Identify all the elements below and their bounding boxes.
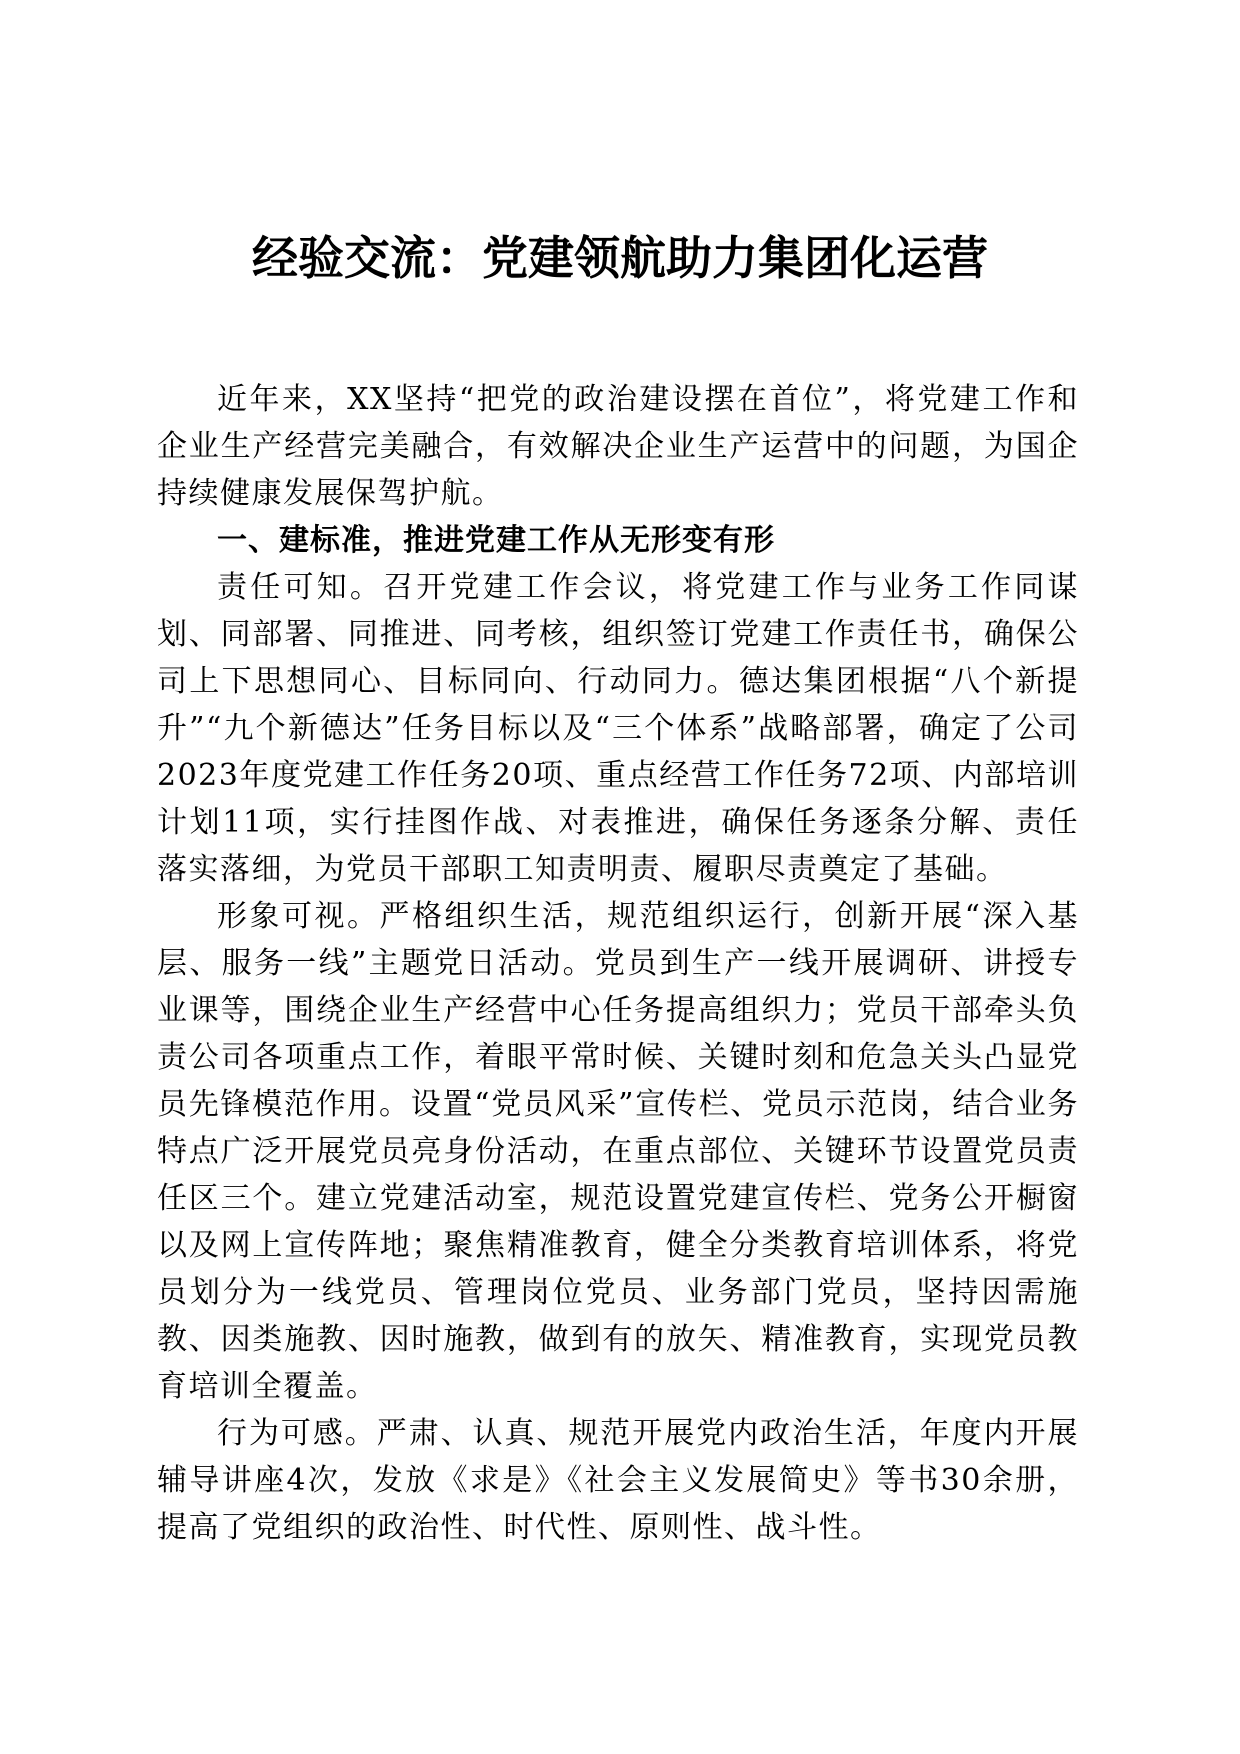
body-paragraph-image: 形象可视。严格组织生活，规范组织运行，创新开展“深入基层、服务一线”主题党日活动。党员到生产一线开展调研、讲授专业课等，围绕企业生产经营中心任务提高组织力；党员干部牵头负责公司各项重点工作，着眼平常时候、关键时刻和危急关头凸显党员先锋模范作用。设置“党员风采”宣传栏、党员示范岗，结合业务特点广泛开展党员亮身份活动，在重点部位、关键环节设置党员责任区三个。建立党建活动室，规范设置党建宣传栏、党务公开橱窗以及网上宣传阵地；聚焦精准教育，健全分类教育培训体系，将党员划分为一线党员、管理岗位党员、业务部门党员，坚持因需施教、因类施教、因时施教，做到有的放矢、精准教育，实现党员教育培训全覆盖。 [157,899,1079,1404]
body-paragraph-responsibility: 责任可知。召开党建工作会议，将党建工作与业务工作同谋划、同部署、同推进、同考核，组织签订党建工作责任书，确保公司上下思想同心、目标同向、行动同力。德达集团根据“八个新提升”“九个新德达”任务目标以及“三个体系”战略部署，确定了公司2023年度党建工作任务20项、重点经营工作任务72项、内部培训计划11项，实行挂图作战、对表推进，确保任务逐条分解、责任落实落细，为党员干部职工知责明责、履职尽责奠定了基础。 [157,570,1079,887]
document-title: 经验交流：党建领航助力集团化运营 [252,231,988,285]
intro-paragraph: 近年来，XX坚持“把党的政治建设摆在首位”，将党建工作和企业生产经营完美融合，有效解决企业生产运营中的问题，为国企持续健康发展保驾护航。 [157,382,1079,511]
document-body [157,376,1079,1551]
section-heading: 一、建标准，推进党建工作从无形变有形 [217,523,775,558]
body-paragraph-behavior: 行为可感。严肃、认真、规范开展党内政治生活，年度内开展辅导讲座4次，发放《求是》《社会主义发展简史》等书30余册，提高了党组织的政治性、时代性、原则性、战斗性。 [157,1416,1079,1545]
